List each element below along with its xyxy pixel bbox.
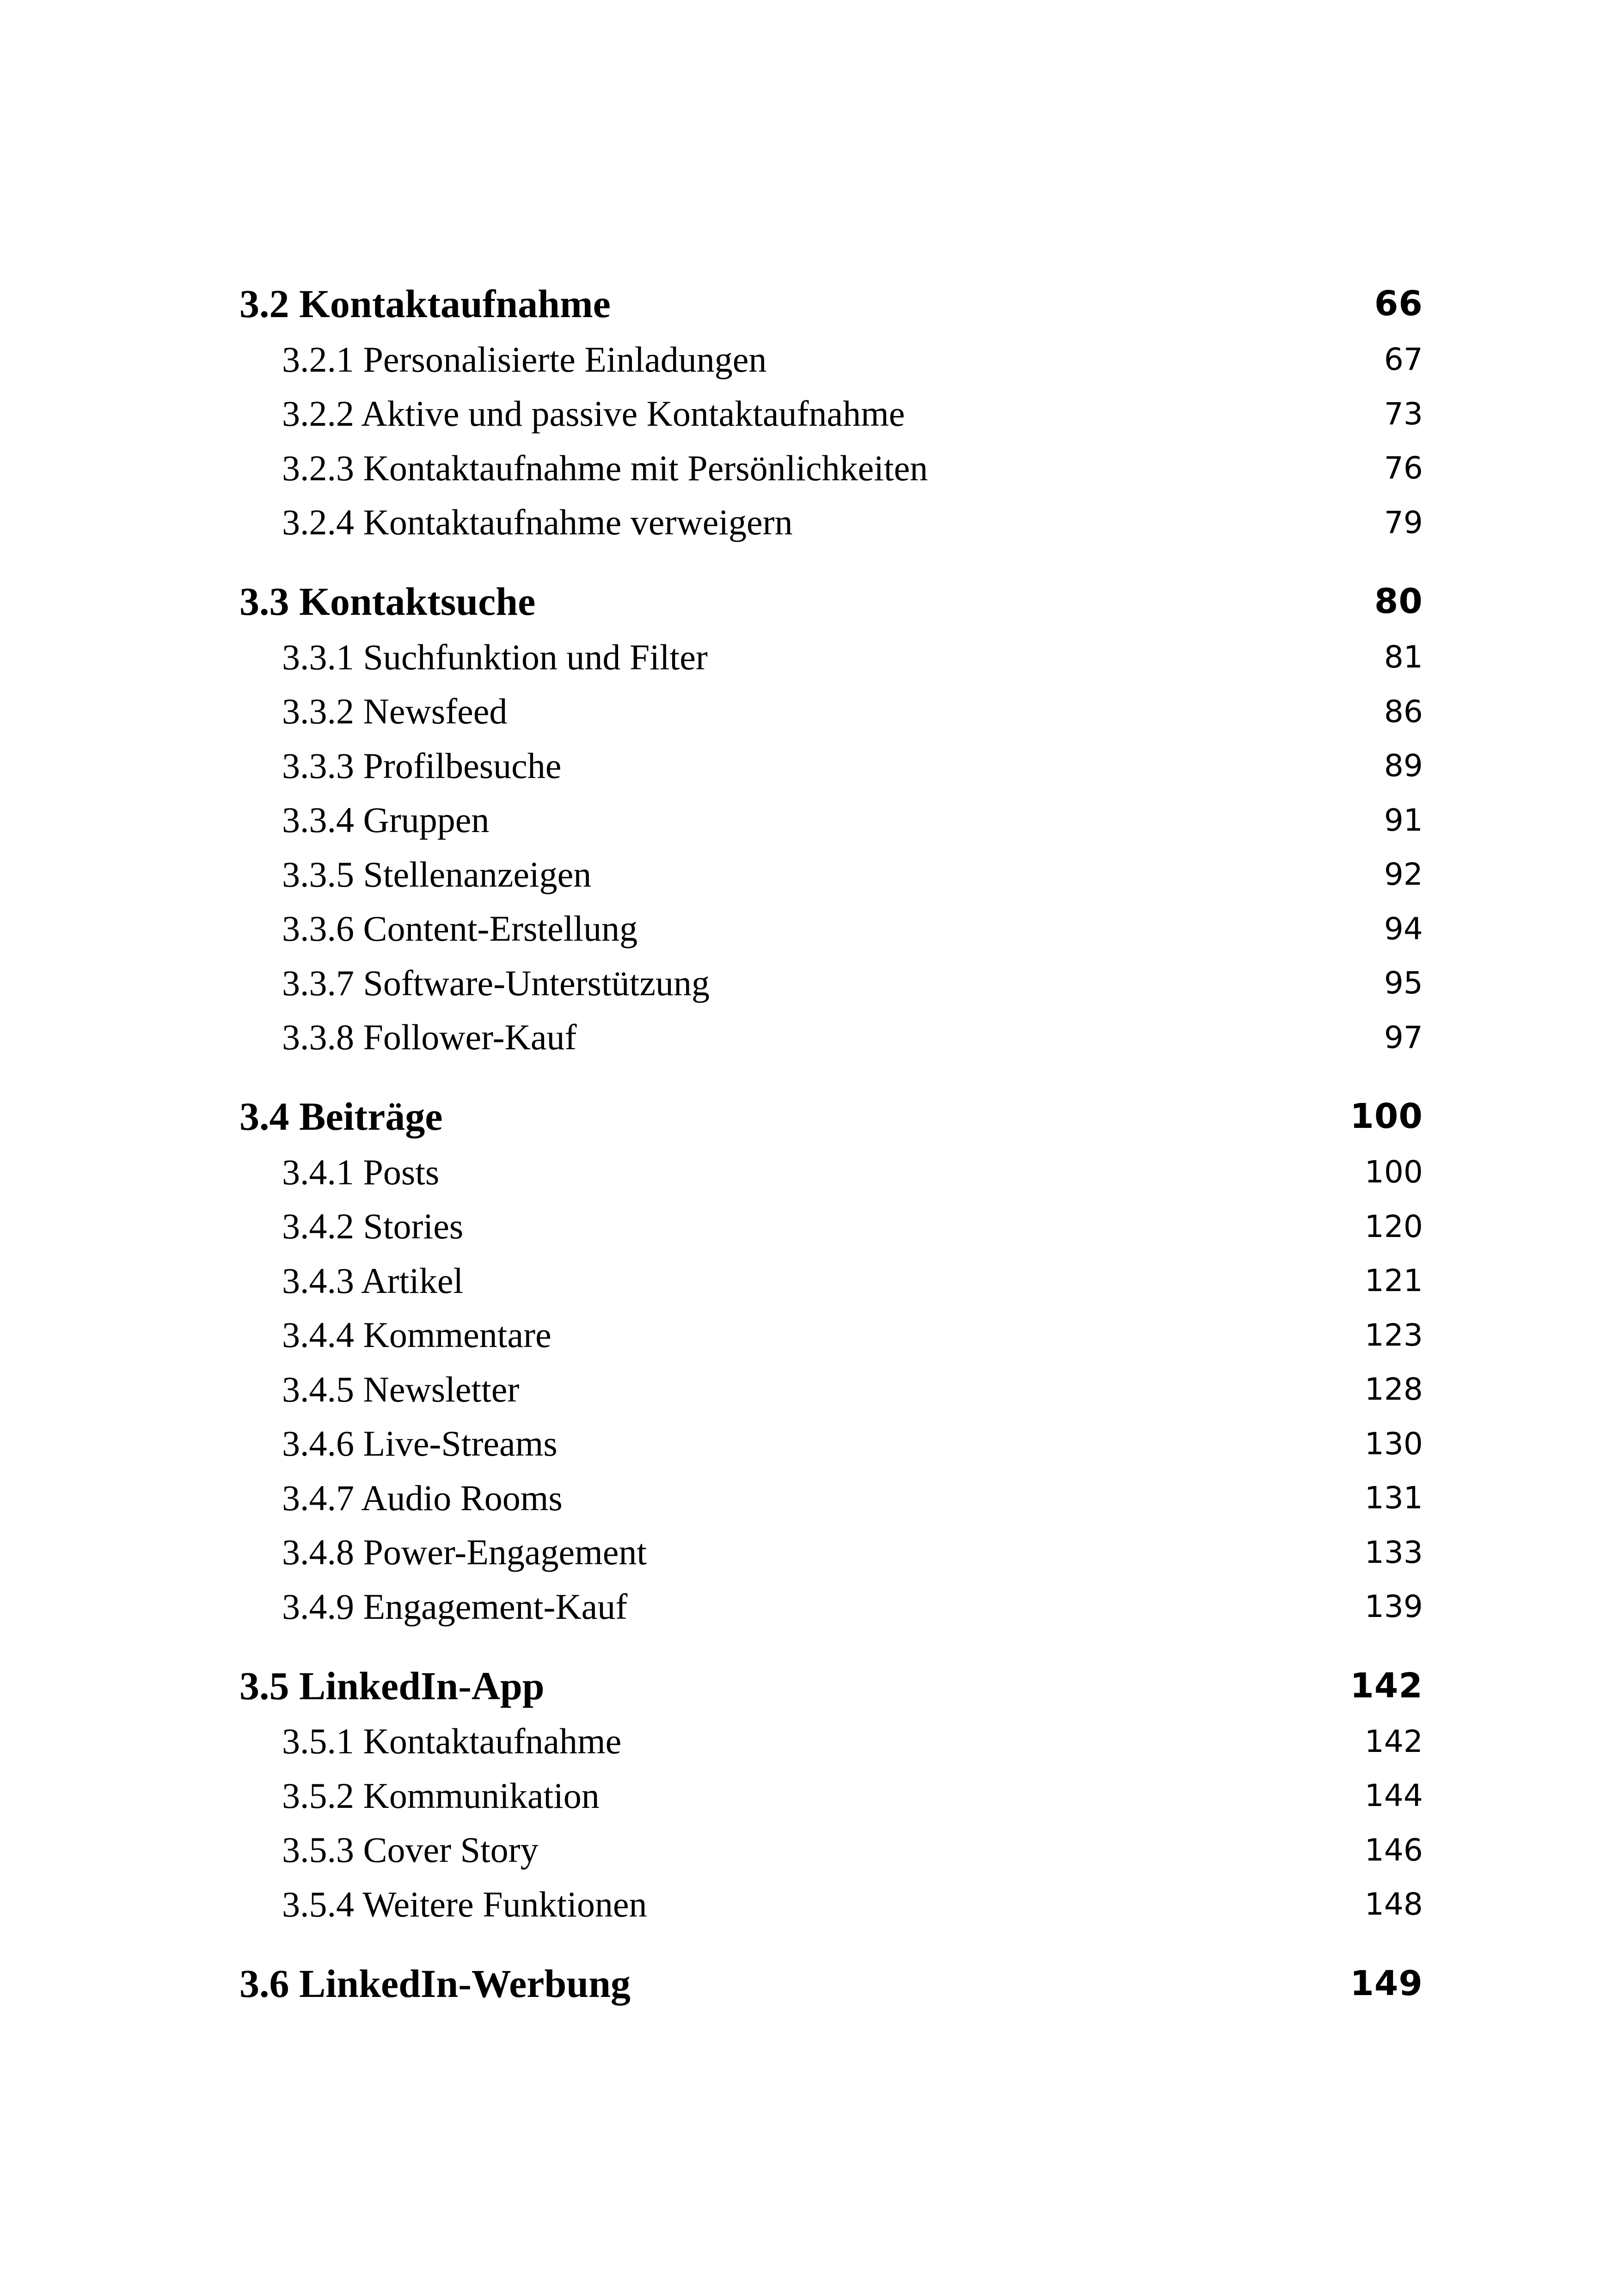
toc-heading-page: 149 xyxy=(1350,1963,1423,2003)
toc-section xyxy=(239,1657,1423,1932)
toc-heading-row[interactable] xyxy=(239,1955,1423,2012)
toc-heading-title: 3.5 LinkedIn-App xyxy=(239,1663,545,1708)
toc-heading-page: 80 xyxy=(1374,582,1423,621)
toc-heading-row[interactable] xyxy=(239,573,1423,630)
toc-item-title: 3.4.9 Engagement-Kauf xyxy=(282,1586,628,1627)
toc-item-row[interactable] xyxy=(239,1714,1423,1769)
toc-item-page: 130 xyxy=(1365,1426,1423,1462)
toc-heading-title: 3.3 Kontaktsuche xyxy=(239,579,536,624)
toc-item-page: 148 xyxy=(1365,1886,1423,1923)
toc-item-row[interactable] xyxy=(239,496,1423,550)
toc-item-page: 73 xyxy=(1384,396,1423,432)
toc-item-row[interactable] xyxy=(239,739,1423,793)
toc-item-row[interactable] xyxy=(239,1308,1423,1363)
toc-item-title: 3.5.2 Kommunikation xyxy=(282,1775,600,1816)
toc-heading-title: 3.6 LinkedIn-Werbung xyxy=(239,1961,631,2006)
toc-item-row[interactable] xyxy=(239,1580,1423,1634)
toc-item-page: 81 xyxy=(1384,639,1423,675)
toc-item-title: 3.2.4 Kontaktaufnahme verweigern xyxy=(282,502,793,543)
toc-item-page: 146 xyxy=(1365,1832,1423,1868)
toc-heading-row[interactable] xyxy=(239,1657,1423,1714)
toc-item-row[interactable] xyxy=(239,1877,1423,1932)
toc-item-page: 100 xyxy=(1365,1154,1423,1190)
toc-item-page: 79 xyxy=(1384,504,1423,540)
toc-item-row[interactable] xyxy=(239,1823,1423,1878)
toc-item-page: 76 xyxy=(1384,450,1423,486)
toc-section xyxy=(239,1955,1423,2012)
toc-item-page: 128 xyxy=(1365,1371,1423,1408)
toc-item-row[interactable] xyxy=(239,793,1423,848)
toc-item-row[interactable] xyxy=(239,332,1423,387)
toc-item-title: 3.4.8 Power-Engagement xyxy=(282,1532,647,1573)
toc-item-row[interactable] xyxy=(239,956,1423,1010)
toc-heading-row[interactable] xyxy=(239,275,1423,332)
toc-item-row[interactable] xyxy=(239,1362,1423,1417)
toc-heading-page: 66 xyxy=(1374,284,1423,324)
toc-item-page: 89 xyxy=(1384,748,1423,784)
toc-item-page: 131 xyxy=(1365,1480,1423,1516)
toc-item-page: 97 xyxy=(1384,1019,1423,1055)
toc-item-title: 3.3.2 Newsfeed xyxy=(282,691,508,732)
toc-item-page: 123 xyxy=(1365,1317,1423,1353)
toc-item-title: 3.4.6 Live-Streams xyxy=(282,1423,558,1464)
toc-item-row[interactable] xyxy=(239,630,1423,685)
toc-item-row[interactable] xyxy=(239,902,1423,956)
toc-item-title: 3.5.4 Weitere Funktionen xyxy=(282,1884,647,1924)
toc-item-page: 144 xyxy=(1365,1778,1423,1814)
toc-item-row[interactable] xyxy=(239,685,1423,739)
toc-item-page: 121 xyxy=(1365,1263,1423,1299)
toc-item-row[interactable] xyxy=(239,1254,1423,1308)
toc-item-row[interactable] xyxy=(239,441,1423,496)
toc-item-row[interactable] xyxy=(239,1471,1423,1525)
toc-item-page: 91 xyxy=(1384,802,1423,838)
toc-item-title: 3.3.5 Stellenanzeigen xyxy=(282,854,592,894)
toc-heading-title: 3.4 Beiträge xyxy=(239,1094,443,1139)
toc-item-page: 133 xyxy=(1365,1534,1423,1570)
toc-item-row[interactable] xyxy=(239,1010,1423,1065)
toc-item-title: 3.5.1 Kontaktaufnahme xyxy=(282,1721,622,1762)
toc-heading-title: 3.2 Kontaktaufnahme xyxy=(239,282,611,326)
toc-item-title: 3.3.7 Software-Unterstützung xyxy=(282,962,710,1003)
toc-item-title: 3.5.3 Cover Story xyxy=(282,1830,539,1870)
toc-heading-row[interactable] xyxy=(239,1088,1423,1145)
toc-item-row[interactable] xyxy=(239,1769,1423,1823)
toc-item-title: 3.3.3 Profilbesuche xyxy=(282,745,562,786)
toc-item-title: 3.3.6 Content-Erstellung xyxy=(282,908,638,949)
toc-item-title: 3.3.8 Follower-Kauf xyxy=(282,1017,577,1058)
toc-section xyxy=(239,573,1423,1065)
toc-item-title: 3.2.2 Aktive und passive Kontaktaufnahme xyxy=(282,393,905,434)
toc-item-title: 3.4.7 Audio Rooms xyxy=(282,1477,563,1518)
toc-item-row[interactable] xyxy=(239,1417,1423,1471)
toc-item-page: 86 xyxy=(1384,693,1423,729)
toc-item-row[interactable] xyxy=(239,1525,1423,1580)
toc-item-page: 120 xyxy=(1365,1208,1423,1244)
toc-item-title: 3.2.3 Kontaktaufnahme mit Persönlichkeiten xyxy=(282,447,928,488)
toc-item-title: 3.4.4 Kommentare xyxy=(282,1315,552,1355)
toc-item-page: 139 xyxy=(1365,1589,1423,1625)
toc-item-page: 67 xyxy=(1384,342,1423,378)
table-of-contents xyxy=(239,275,1423,2012)
toc-item-title: 3.2.1 Personalisierte Einladungen xyxy=(282,339,767,380)
toc-section xyxy=(239,275,1423,550)
toc-heading-page: 142 xyxy=(1350,1665,1423,1706)
toc-heading-page: 100 xyxy=(1350,1096,1423,1136)
toc-item-page: 94 xyxy=(1384,911,1423,947)
toc-item-title: 3.4.5 Newsletter xyxy=(282,1369,520,1409)
toc-item-page: 95 xyxy=(1384,965,1423,1001)
toc-item-title: 3.3.4 Gruppen xyxy=(282,800,490,840)
toc-item-row[interactable] xyxy=(239,387,1423,441)
toc-section xyxy=(239,1088,1423,1634)
toc-item-title: 3.4.3 Artikel xyxy=(282,1260,464,1301)
toc-item-title: 3.4.2 Stories xyxy=(282,1206,464,1247)
toc-item-page: 92 xyxy=(1384,857,1423,893)
toc-item-title: 3.3.1 Suchfunktion und Filter xyxy=(282,637,708,677)
toc-item-row[interactable] xyxy=(239,1200,1423,1254)
toc-item-row[interactable] xyxy=(239,1145,1423,1200)
toc-item-page: 142 xyxy=(1365,1723,1423,1759)
toc-item-row[interactable] xyxy=(239,847,1423,902)
toc-item-title: 3.4.1 Posts xyxy=(282,1151,440,1192)
